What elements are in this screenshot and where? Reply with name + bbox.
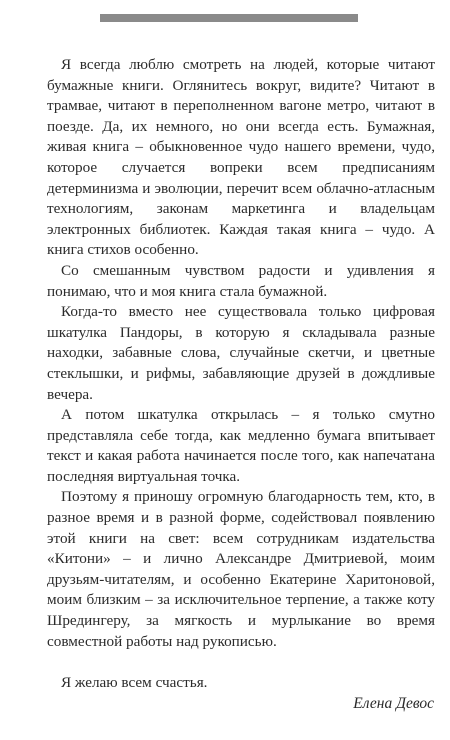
paragraph-2: Со смешанным чувством радости и удивления я понимаю, что и моя книга стала бумажной.: [47, 261, 435, 300]
author-signature: Елена Девос: [353, 695, 434, 712]
paragraph-3: Когда-то вместо нее существовала только цифровая шкатулка Пандоры, в которую я складывала разные находки, забавные слова, случайные скетчи, и цветные стеклышки, и рифмы, забавляющие друзей в дождливые вечера.: [47, 303, 435, 403]
paragraph-1: Я всегда люблю смотреть на людей, которые читают бумажные книги. Оглянитесь вокруг, видите? Читают в трамвае, читают в переполненном вагоне метро, читают в поезде. Да, их немного, но они всегда есть. Бумажная, живая книга – обыкновенное чудо нашего времени, чудо, которое случается вопреки всем предписаниям детерминизма и эволюции, перечит всем облачно-атласным технологиям, законам маркетинга и владельцам электронных библиотек. Каждая такая книга – чудо. А книга стихов особенно.: [47, 56, 435, 259]
paragraph-4: А потом шкатулка открылась – я только смутно представляла себе тогда, как медленно бумага впитывает текст и какая работа начинается после того, как напечатана последняя виртуальная точка.: [47, 406, 435, 485]
closing-line: Я желаю всем счастья.: [61, 673, 208, 691]
paragraph-5: Поэтому я приношу огромную благодарность тем, кто, в разное время и в разной форме, содействовал появлению этой книги на свет: всем сотрудникам издательства «Китони» – и лично Александре Дмитриевой, моим друзьям-читателям, и особенно Екатерине Харитоновой, моим близким – за исключительное терпение, а также коту Шредингеру, за мягкость и мурлыкание во время совместной работы над рукописью.: [47, 488, 435, 650]
page-text: [47, 55, 435, 693]
top-decorative-rule: [100, 14, 358, 22]
